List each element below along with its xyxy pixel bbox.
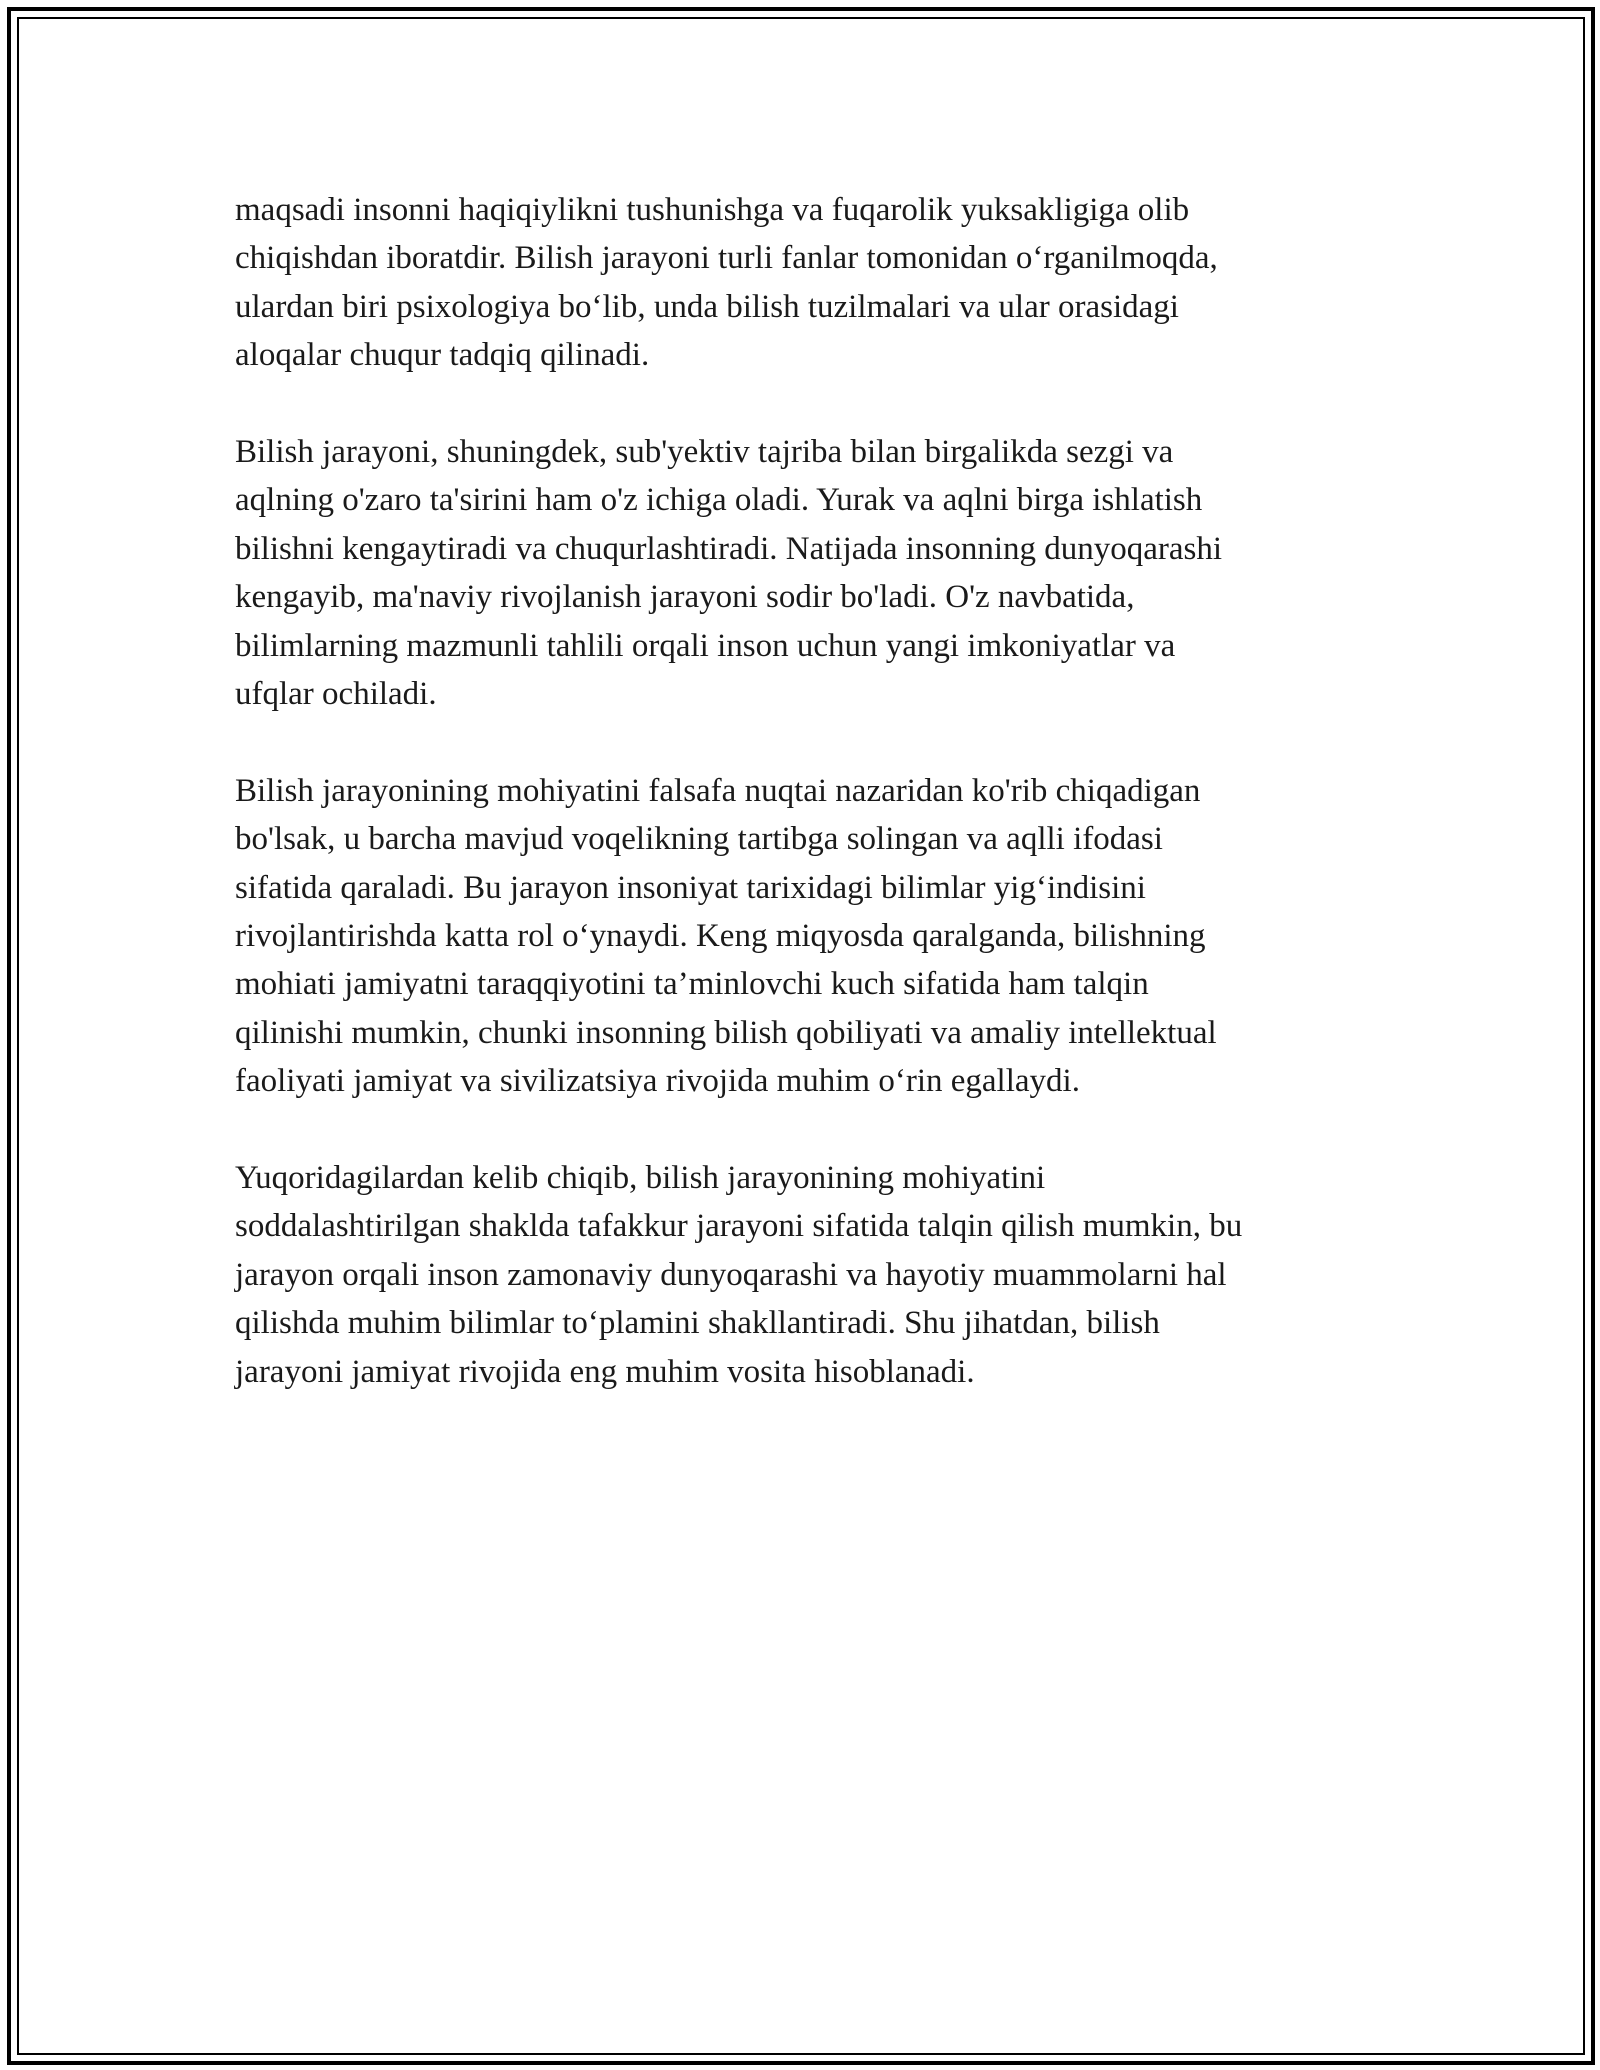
paragraph-2: Bilish jarayoni, shuningdek, sub'yektiv tajriba bilan birgalikda sezgi va aqlning o'zaro ta'sirini ham o'z ichiga oladi. Yurak va aqlni birga ishlatish bilishni kengaytiradi va chuqurlashtiradi. Natijada insonning dunyoqarashi kengayib, ma'naviy rivojlanish jarayoni sodir bo'ladi. O'z navbatida, bilimlarning mazmunli tahlili orqali inson uchun yangi imkoniyatlar va ufqlar ochiladi.	[235, 434, 1223, 713]
document-body	[235, 186, 1375, 1445]
paragraph-4: Yuqoridagilardan kelib chiqib, bilish jarayonining mohiyatini soddalashtirilgan shaklda tafakkur jarayoni sifatida talqin qilish mumkin, bu jarayon orqali inson zamonaviy dunyoqarashi va hayotiy muammolarni hal qilishda muhim bilimlar to‘plamini shakllantiradi. Shu jihatdan, bilish jarayoni jamiyat rivojida eng muhim vosita hisoblanadi.	[235, 1160, 1243, 1390]
paragraph-1: maqsadi insonni haqiqiylikni tushunishga va fuqarolik yuksakligiga olib chiqishdan iboratdir. Bilish jarayoni turli fanlar tomonidan o‘rganilmoqda, ulardan biri psixologiya bo‘lib, unda bilish tuzilmalari va ular orasidagi aloqalar chuqur tadqiq qilinadi.	[235, 192, 1218, 374]
paragraph-3: Bilish jarayonining mohiyatini falsafa nuqtai nazaridan ko'rib chiqadigan bo'lsak, u barcha mavjud voqelikning tartibga solingan va aqlli ifodasi sifatida qaraladi. Bu jarayon insoniyat tarixidagi bilimlar yig‘indisini rivojlantirishda katta rol o‘ynaydi. Keng miqyosda qaralganda, bilishning mohiati jamiyatni taraqqiyotini ta’minlovchi kuch sifatida ham talqin qilinishi mumkin, chunki insonning bilish qobiliyati va amaliy intellektual faoliyati jamiyat va sivilizatsiya rivojida muhim o‘rin egallaydi.	[235, 772, 1217, 1100]
